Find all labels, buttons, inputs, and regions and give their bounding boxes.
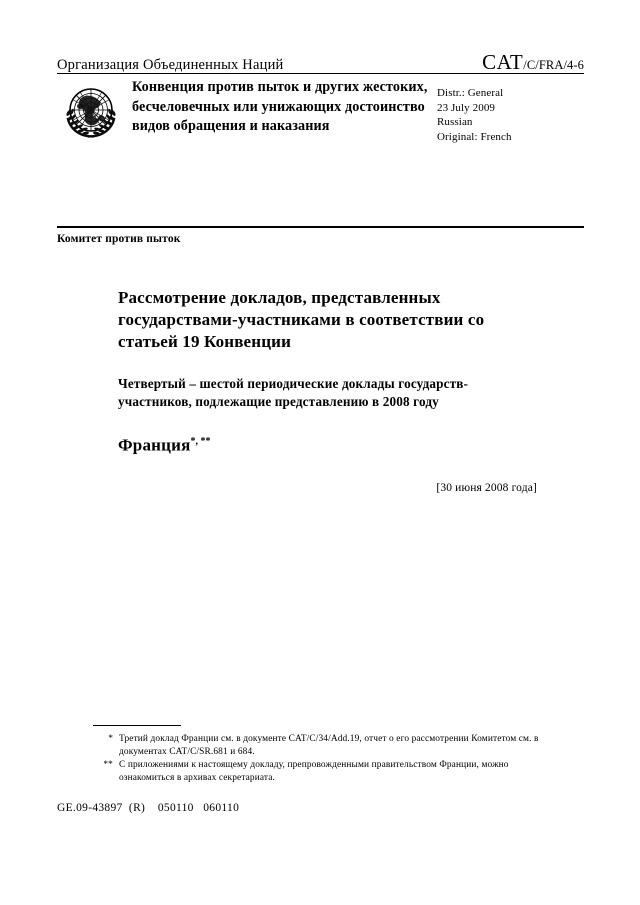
submission-date: [30 июня 2008 года] (436, 481, 537, 494)
distribution-original: Original: French (437, 130, 512, 143)
document-symbol-suffix: /C/FRA/4-6 (523, 58, 584, 72)
report-sub-title: Четвертый – шестой периодические доклады государств-участников, подлежащие представлению в 2008 году (118, 376, 469, 409)
footnote-mark: ** (103, 760, 113, 771)
un-emblem-icon (59, 82, 123, 146)
document-body (118, 287, 538, 494)
country-footnote-marks: *, ** (190, 436, 211, 447)
header-divider (57, 73, 584, 74)
document-symbol (482, 50, 584, 75)
distribution-block (437, 86, 587, 144)
organization-name: Организация Объединенных Наций (57, 57, 284, 73)
distribution-date: 23 July 2009 (437, 101, 496, 114)
masthead (57, 50, 584, 75)
title-band (57, 80, 584, 170)
footnote-text: С приложениями к настоящему докладу, препровожденными правительством Франции, можно ознакомиться в архивах секретариата. (119, 760, 509, 783)
distribution-language: Russian (437, 116, 473, 128)
country-heading (118, 411, 538, 457)
footnote-item (93, 733, 553, 758)
footnotes (93, 733, 553, 785)
document-job-code: GE.09-43897 (R) 050110 060110 (57, 802, 240, 814)
footnote-divider (93, 725, 181, 726)
footnote-text: Третий доклад Франции см. в документе CAT/C/34/Add.19, отчет о его рассмотрении Комитетом см. в документах CAT/C/SR.681 и 684. (119, 734, 539, 757)
convention-title: Конвенция против пыток и других жестоких, бесчеловечных или унижающих достоинство видов обращения и наказания (132, 79, 428, 134)
footnote-item (93, 759, 553, 784)
report-main-title: Рассмотрение докладов, представленных государствами-участниками в соответствии со статьей 19 Конвенции (118, 288, 485, 351)
document-symbol-main: CAT (482, 50, 524, 74)
distribution-type: Distr.: General (437, 87, 504, 99)
footnote-mark: * (108, 734, 113, 744)
section-divider (57, 226, 584, 228)
committee-name: Комитет против пыток (57, 233, 181, 245)
country-name: Франция (118, 435, 191, 455)
